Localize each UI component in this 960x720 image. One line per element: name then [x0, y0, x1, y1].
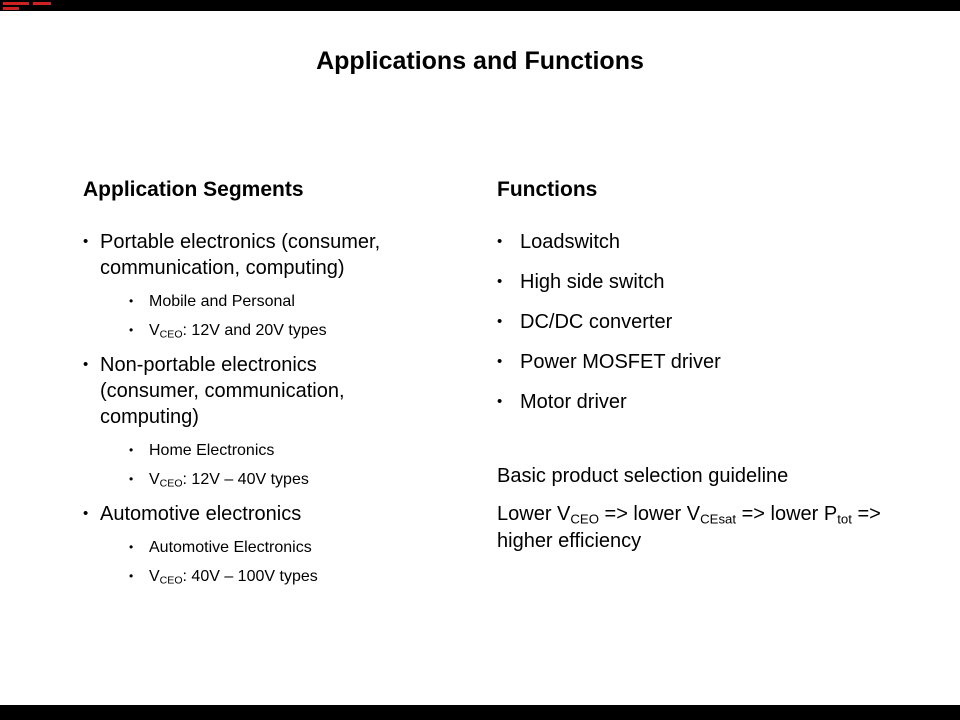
left-column: [83, 176, 423, 591]
bullet-row: [83, 501, 423, 527]
right-column: [497, 176, 937, 555]
top-letterbox-bar: [0, 0, 960, 11]
sub-bullet-list: [129, 436, 423, 494]
subscript: CEO: [159, 574, 183, 587]
bullet-icon: •: [497, 233, 503, 250]
bullet-text: Non-portable electronics (consumer, communication, computing): [100, 354, 345, 428]
bullet-item: [83, 501, 423, 591]
bullet-text: DC/DC converter: [520, 311, 673, 333]
subscript: CEO: [159, 477, 183, 490]
bullet-text: Motor driver: [520, 391, 627, 413]
bullet-icon: •: [83, 505, 89, 522]
sub-bullet-item: [129, 436, 423, 465]
bullet-icon: •: [83, 233, 89, 250]
bullet-item: [497, 389, 937, 415]
sub-bullet-item: [129, 316, 423, 345]
subscript: CEO: [159, 328, 183, 341]
sub-bullet-text: Automotive Electronics: [149, 539, 312, 556]
functions-list: [497, 229, 937, 415]
bullet-icon: •: [497, 393, 503, 410]
sub-bullet-text: $V_{CEO}$: 12V – 40V types: [149, 471, 309, 490]
bullet-item: [497, 349, 937, 375]
bullet-item: [83, 229, 423, 345]
subscript: CEsat: [700, 511, 737, 527]
sub-bullet-list: [129, 287, 423, 345]
bullet-icon: •: [497, 273, 503, 290]
sub-bullet-list: [129, 533, 423, 591]
bullet-icon: •: [497, 353, 503, 370]
sub-bullet-item: [129, 287, 423, 316]
bullet-item: [83, 352, 423, 494]
application-segments-list: [83, 229, 423, 591]
bullet-icon: •: [129, 472, 134, 486]
bullet-icon: •: [129, 569, 134, 583]
formula-text: Lower $V_{CEO}$ => lower $V_{CEsat}$ => lower $P_{tot}$ => higher efficiency: [497, 503, 881, 552]
bullet-icon: •: [129, 443, 134, 457]
sub-bullet-item: [129, 562, 423, 591]
bullet-item: [497, 269, 937, 295]
bullet-icon: •: [129, 294, 134, 308]
guideline-text: Basic product selection guideline: [497, 465, 789, 487]
bullet-icon: •: [497, 313, 503, 330]
bullet-row: [83, 352, 423, 430]
scanline-artifact: [3, 7, 19, 10]
subscript: CEO: [570, 511, 599, 527]
bullet-icon: •: [83, 356, 89, 373]
bullet-text: Loadswitch: [520, 231, 621, 253]
sub-bullet-item: [129, 465, 423, 494]
sub-bullet-text: $V_{CEO}$: 12V and 20V types: [149, 322, 327, 341]
scanline-artifact: [33, 2, 51, 5]
sub-bullet-text: Home Electronics: [149, 442, 275, 459]
subscript: tot: [837, 511, 852, 527]
page-title: Applications and Functions: [316, 47, 644, 75]
bullet-item: [497, 309, 937, 335]
bullet-text: Power MOSFET driver: [520, 351, 721, 373]
sub-bullet-text: $V_{CEO}$: 40V – 100V types: [149, 568, 318, 587]
scanline-artifact: [3, 2, 29, 5]
right-column-heading: Functions: [497, 178, 598, 201]
bullet-icon: •: [129, 323, 134, 337]
bottom-letterbox-bar: [0, 705, 960, 720]
sub-bullet-text: Mobile and Personal: [149, 293, 295, 310]
bullet-item: [497, 229, 937, 255]
bullet-text: Portable electronics (consumer, communication, computing): [100, 231, 381, 279]
bullet-text: High side switch: [520, 271, 665, 293]
bullet-row: [83, 229, 423, 281]
sub-bullet-item: [129, 533, 423, 562]
bullet-text: Automotive electronics: [100, 503, 302, 525]
bullet-icon: •: [129, 540, 134, 554]
left-column-heading: Application Segments: [83, 178, 304, 201]
